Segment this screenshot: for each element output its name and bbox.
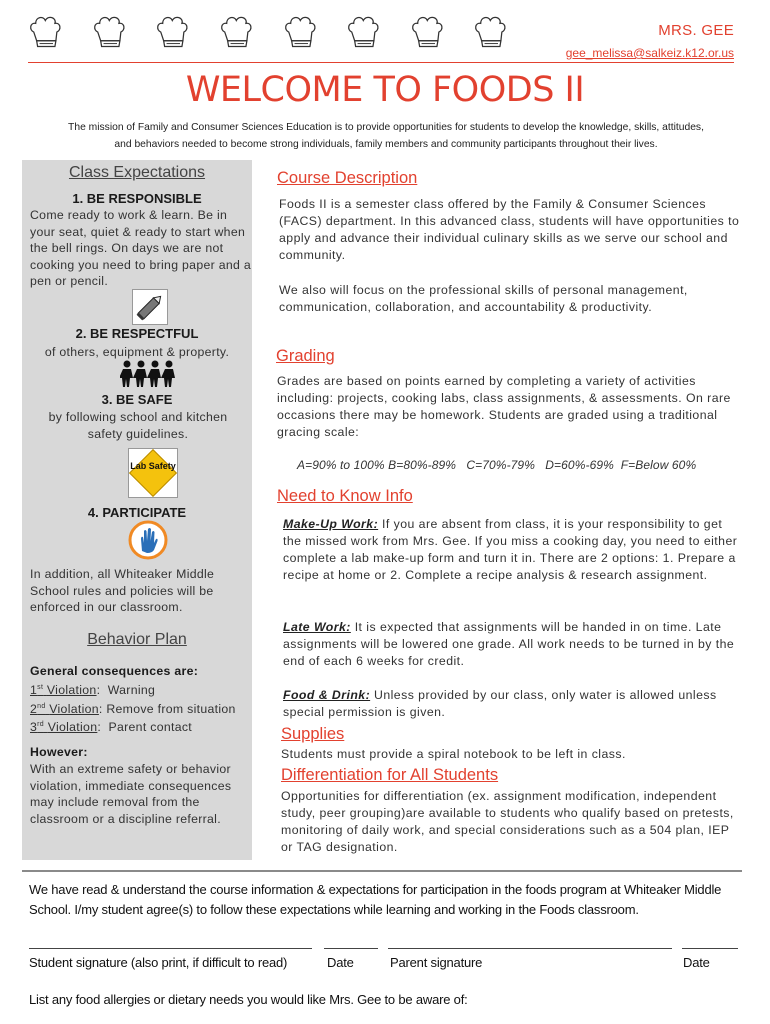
expectation-heading: 1. BE RESPONSIBLE [72, 191, 202, 206]
header-divider [28, 62, 734, 63]
makeup-work-text: Make-Up Work: If you are absent from class, it is your responsibility to get the missed work from Mrs. Gee. If you miss a cooking day, you need to either complete a lab make-up form and turn it in. There are 2 options: 1. Prepare a recipe at home or 2. Complete a recipe analysis & research assignment. [283, 517, 738, 582]
food-drink-text: Food & Drink: Unless provided by our class, only water is allowed unless special permission is given. [283, 688, 717, 719]
chef-hat-icon [155, 14, 190, 52]
course-description-title: Course Description [277, 169, 418, 187]
student-signature-line[interactable] [29, 948, 312, 949]
course-skills-text: We also will focus on the professional skills of personal management, communication, collaboration, and accountability & productivity. [279, 283, 688, 314]
lab-safety-icon [128, 448, 178, 498]
expectation-heading: 3. BE SAFE [101, 392, 173, 407]
mission-statement [34, 119, 738, 153]
school-rules-text: In addition, all Whiteaker Middle School rules and policies will be enforced in our classroom. [30, 567, 215, 614]
need-to-know-title: Need to Know Info [277, 487, 413, 505]
expectation-text: by following school and kitchen safety guidelines. [48, 410, 228, 441]
chef-hat-icon [410, 14, 445, 52]
chef-hat-icon [473, 14, 508, 52]
violations-list [30, 680, 252, 736]
student-date-line[interactable] [324, 948, 378, 949]
expectation-heading: 2. BE RESPECTFUL [75, 326, 199, 341]
raised-hand-icon [128, 520, 168, 560]
differentiation-title: Differentiation for All Students [281, 766, 499, 784]
food-drink-lead: Food & Drink: [283, 688, 371, 702]
however-heading: However: [30, 745, 88, 759]
pencil-icon [132, 289, 168, 325]
chef-hat-icon [28, 14, 63, 52]
student-date-label: Date [327, 955, 354, 970]
chef-hat-row [28, 14, 508, 54]
grading-scale: A=90% to 100% B=80%-89% C=70%-79% D=60%-69% F=Below 60% [297, 458, 697, 472]
teacher-info [566, 22, 734, 60]
grading-title: Grading [276, 347, 335, 365]
late-work-lead: Late Work: [283, 620, 351, 634]
however-text: With an extreme safety or behavior violation, immediate consequences may include removal from the classroom or a discipline referral. [30, 762, 232, 826]
behavior-plan-title: Behavior Plan [87, 631, 187, 648]
people-icon [120, 360, 176, 388]
student-signature-label: Student signature (also print, if difficult to read) [29, 955, 288, 970]
mission-line: and behaviors needed to become strong individuals, family members and community participants throughout their lives. [114, 139, 658, 150]
agreement-text: We have read & understand the course information & expectations for participation in the foods program at Whiteaker Middle School. I/my student agree(s) to follow these expectations while learning and working in the Foods classroom. [29, 882, 722, 917]
teacher-name: MRS. GEE [658, 22, 734, 39]
supplies-title: Supplies [281, 725, 345, 743]
late-work-text: Late Work: It is expected that assignments will be handed in on time. Late assignments will be lowered one grade. All work needs to be turned in by the end of each 6 weeks for credit. [283, 620, 735, 668]
makeup-work-lead: Make-Up Work: [283, 517, 379, 531]
chef-hat-icon [219, 14, 254, 52]
differentiation-text: Opportunities for differentiation (ex. assignment modification, independent study, peer grouping)are available to students who qualify based on pretests, monitoring of daily work, and special considerations such as a 504 plan, IEP or TAG designation. [281, 789, 734, 854]
violation-row: 3rd Violation: Parent contact [30, 720, 192, 735]
mission-line: The mission of Family and Consumer Sciences Education is to provide opportunities for students to develop the knowledge, skills, attitudes, [68, 122, 704, 133]
chef-hat-icon [346, 14, 381, 52]
allergies-prompt: List any food allergies or dietary needs you would like Mrs. Gee to be aware of: [29, 992, 468, 1007]
footer-divider [22, 870, 742, 872]
violation-row: 1st Violation: Warning [30, 683, 156, 698]
expectation-heading: 4. PARTICIPATE [87, 505, 187, 520]
chef-hat-icon [92, 14, 127, 52]
parent-date-label: Date [683, 955, 710, 970]
violation-row: 2nd Violation: Remove from situation [30, 701, 236, 716]
teacher-email-link[interactable]: gee_melissa@salkeiz.k12.or.us [565, 46, 734, 60]
parent-signature-line[interactable] [388, 948, 672, 949]
parent-signature-label: Parent signature [390, 955, 483, 970]
chef-hat-icon [283, 14, 318, 52]
expectations-title: Class Expectations [68, 164, 206, 181]
consequences-heading: General consequences are: [30, 664, 199, 678]
parent-date-line[interactable] [682, 948, 738, 949]
course-description-text: Foods II is a semester class offered by the Family & Consumer Sciences (FACS) department. In this advanced class, students will have opportunities to apply and advance their individual culinary skills as we serve our school and community. [279, 197, 740, 262]
page-title: WELCOME TO FOODS II [185, 70, 585, 110]
lab-safety-label: Lab Safety [130, 461, 176, 471]
grading-text: Grades are based on points earned by completing a variety of activities including: projects, cooking labs, class assignments, & assessments. On rare occasions there may be homework. Students are graded using a traditional gracing scale: [277, 374, 731, 439]
expectation-text: of others, equipment & property. [44, 345, 230, 359]
expectation-text: Come ready to work & learn. Be in your seat, quiet & ready to start when the bell rings. On days we are not cooking you need to bring paper and a pen or pencil. [30, 208, 251, 288]
supplies-text: Students must provide a spiral notebook to be left in class. [281, 747, 626, 761]
